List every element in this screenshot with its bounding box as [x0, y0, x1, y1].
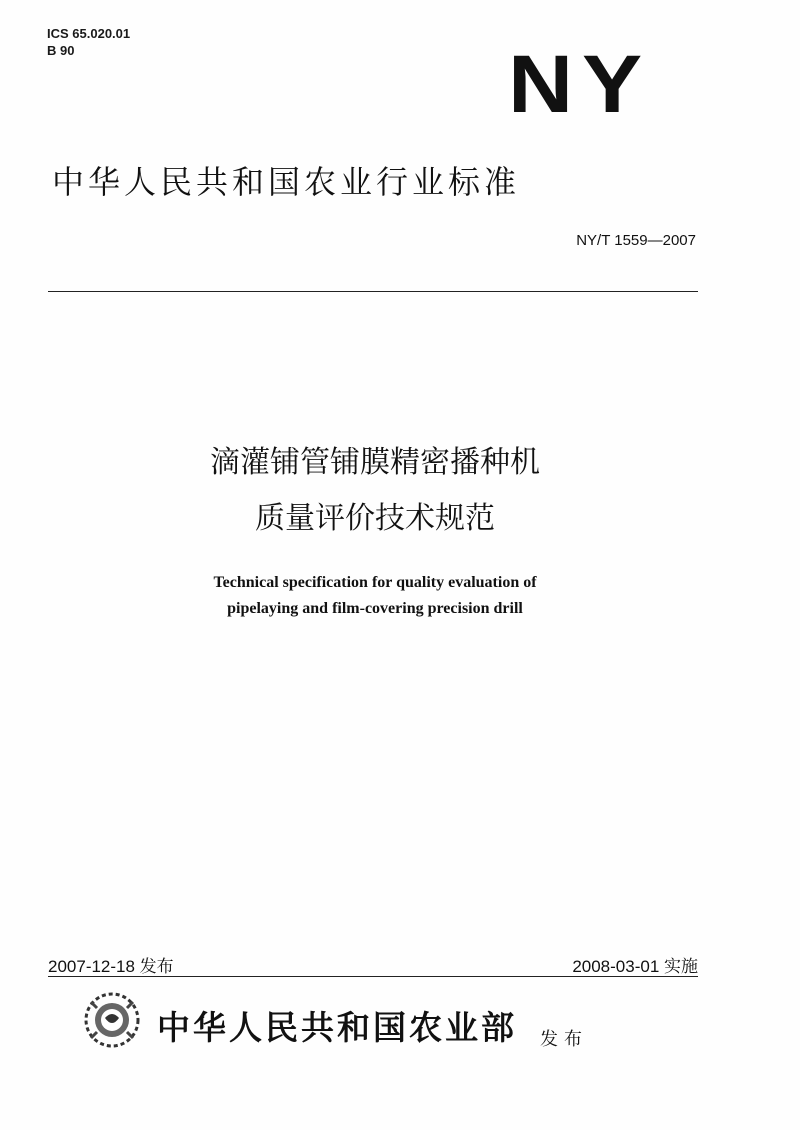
standard-number: NY/T 1559—2007	[576, 232, 696, 249]
classification-codes	[47, 25, 130, 59]
english-title-line-2: pipelaying and film-covering precision drill	[227, 600, 523, 617]
top-divider	[48, 291, 698, 292]
implementation-date: 2008-03-01 实施	[572, 957, 698, 976]
ics-code: ICS 65.020.01	[47, 26, 131, 41]
ny-logo: NY	[508, 39, 651, 130]
standard-category-title: 中华人民共和国农业行业标准	[52, 163, 521, 201]
ministry-emblem-icon	[77, 988, 147, 1052]
issuing-ministry: 中华人民共和国农业部	[157, 1008, 517, 1047]
class-code: B 90	[47, 43, 75, 58]
chinese-title-line-2: 质量评价技术规范	[255, 501, 495, 536]
bottom-divider	[48, 976, 698, 977]
chinese-title-line-1: 滴灌铺管铺膜精密播种机	[210, 445, 540, 480]
publish-label: 发布	[540, 1029, 588, 1050]
english-title-line-1: Technical specification for quality evaluation of	[213, 574, 537, 591]
issue-date: 2007-12-18 发布	[48, 957, 174, 976]
